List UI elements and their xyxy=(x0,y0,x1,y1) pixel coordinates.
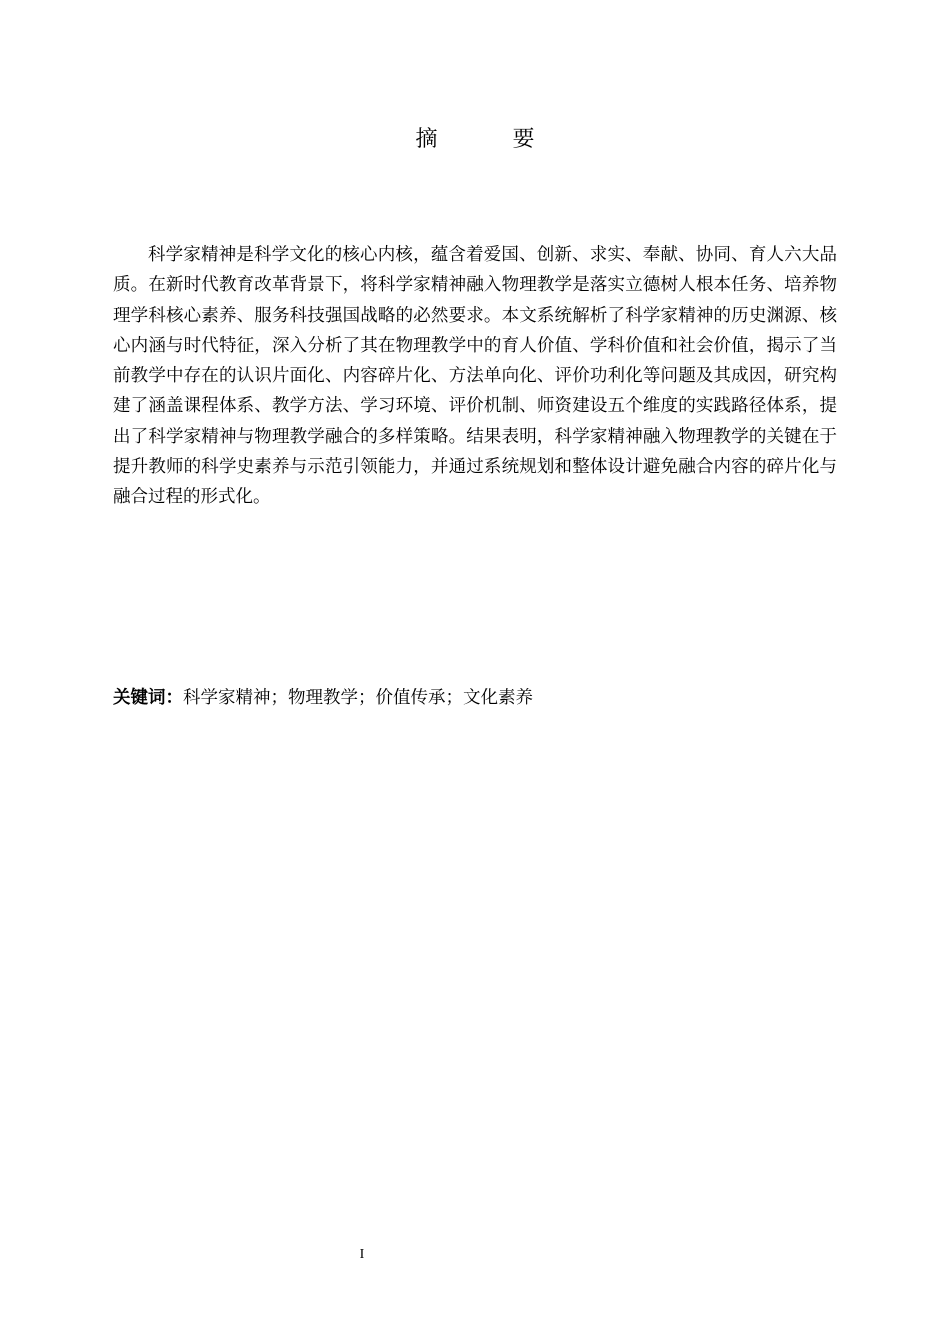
page-title: 摘 要 xyxy=(415,127,569,152)
keywords-line xyxy=(113,684,837,712)
keywords-label: 关键词： xyxy=(113,688,183,708)
keywords-text: 科学家精神；物理教学；价值传承；文化素养 xyxy=(183,688,533,708)
abstract-paragraph: 科学家精神是科学文化的核心内核，蕴含着爱国、创新、求实、奉献、协同、育人六大品质。在新时代教育改革背景下，将科学家精神融入物理教学是落实立德树人根本任务、培养物理学科核心素养、服务科技强国战略的必然要求。本文系统解析了科学家精神的历史渊源、核心内涵与时代特征，深入分析了其在物理教学中的育人价值、学科价值和社会价值，揭示了当前教学中存在的认识片面化、内容碎片化、方法单向化、评价功利化等问题及其成因，研究构建了涵盖课程体系、教学方法、学习环境、评价机制、师资建设五个维度的实践路径体系，提出了科学家精神与物理教学融合的多样策略。结果表明，科学家精神融入物理教学的关键在于提升教师的科学史素养与示范引领能力，并通过系统规划和整体设计避免融合内容的碎片化与融合过程的形式化。 xyxy=(113,245,837,508)
page-number: I xyxy=(359,1247,365,1262)
